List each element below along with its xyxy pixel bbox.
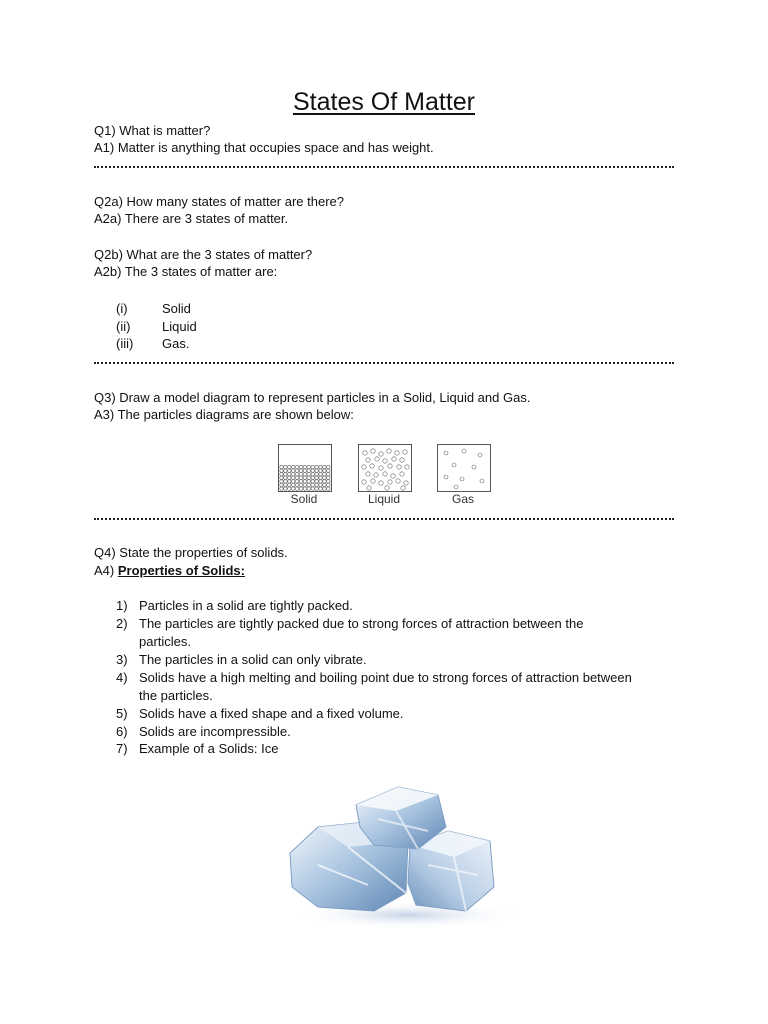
particle (303, 465, 306, 468)
particle (307, 473, 310, 476)
list-item-number: 3) (116, 652, 128, 667)
list-item: Solid (162, 301, 191, 316)
particle (288, 476, 291, 479)
particle (280, 469, 283, 472)
particle (284, 483, 287, 486)
particle (299, 476, 302, 479)
list-item-number: (iii) (116, 336, 134, 351)
particle (315, 480, 318, 483)
particle (454, 485, 458, 489)
particle (383, 459, 387, 463)
solid-particles-graphic (279, 445, 331, 491)
diagram-label-liquid: Liquid (367, 492, 401, 506)
list-item: Solids have a high melting and boiling point due to strong forces of attraction between the particles. (139, 670, 632, 703)
list-item-number: (i) (116, 301, 128, 316)
particle (280, 473, 283, 476)
list-item: The particles in a solid can only vibrate. (139, 652, 367, 667)
answer-2a: A2a) There are 3 states of matter. (94, 211, 289, 226)
particle (295, 483, 298, 486)
particle (323, 480, 326, 483)
list-item-number: 4) (116, 670, 128, 685)
question-1: Q1) What is matter? (94, 123, 211, 138)
particle (303, 487, 306, 490)
particle (371, 479, 375, 483)
particle (388, 464, 392, 468)
list-item-number: 7) (116, 741, 128, 756)
particle (299, 469, 302, 472)
particle (315, 487, 318, 490)
list-item-number: 6) (116, 724, 128, 739)
particle (284, 465, 287, 468)
answer-2b: A2b) The 3 states of matter are: (94, 264, 278, 279)
particle (288, 483, 291, 486)
particle (388, 480, 392, 484)
particle (303, 473, 306, 476)
answer-4 (94, 562, 245, 580)
particle (315, 465, 318, 468)
diagram-label-gas: Gas (451, 492, 474, 506)
particle (295, 469, 298, 472)
particle (311, 487, 314, 490)
particle (391, 474, 395, 478)
particle (379, 452, 383, 456)
list-item: Particles in a solid are tightly packed. (139, 598, 353, 613)
particle (307, 483, 310, 486)
particle (311, 473, 314, 476)
ice-cubes-image (278, 775, 540, 935)
particle (284, 476, 287, 479)
particle (323, 483, 326, 486)
particle (444, 451, 448, 455)
particle (327, 476, 330, 479)
particle (295, 476, 298, 479)
particle (323, 487, 326, 490)
particle (295, 473, 298, 476)
particle (366, 458, 370, 462)
particle (319, 487, 322, 490)
particle (311, 480, 314, 483)
question-2a: Q2a) How many states of matter are there? (94, 194, 344, 209)
particle (280, 476, 283, 479)
particle (292, 469, 295, 472)
liquid-particles-graphic (359, 445, 411, 491)
list-item-number: 1) (116, 598, 128, 613)
particle (400, 458, 404, 462)
solid-particle-box (278, 444, 332, 492)
particle (280, 480, 283, 483)
particle (311, 476, 314, 479)
particle (452, 463, 456, 467)
dotted-divider (94, 166, 674, 168)
list-item: Gas. (162, 336, 190, 351)
list-item: Solids are incompressible. (139, 724, 291, 739)
particle (299, 480, 302, 483)
particle (323, 473, 326, 476)
particle (362, 480, 366, 484)
particle (374, 473, 378, 477)
particle (292, 473, 295, 476)
particle (299, 465, 302, 468)
list-item: Example of a Solids: Ice (139, 741, 279, 756)
page-title: States Of Matter (292, 88, 475, 116)
particle (280, 465, 283, 468)
list-item-number: (ii) (116, 319, 131, 334)
particle (288, 480, 291, 483)
diagram-label-solid: Solid (290, 492, 318, 506)
particle (288, 487, 291, 490)
particle (295, 487, 298, 490)
particle (311, 469, 314, 472)
particle (311, 465, 314, 468)
particle (480, 479, 484, 483)
particle (284, 480, 287, 483)
particle (327, 487, 330, 490)
question-4: Q4) State the properties of solids. (94, 545, 288, 560)
particle (385, 486, 389, 490)
particle (299, 473, 302, 476)
particle (319, 476, 322, 479)
particle (444, 475, 448, 479)
answer-3: A3) The particles diagrams are shown below: (94, 407, 354, 422)
gas-particles-graphic (438, 445, 490, 491)
particle (462, 449, 466, 453)
particle (379, 466, 383, 470)
particle (395, 451, 399, 455)
particle (396, 479, 400, 483)
particle (284, 473, 287, 476)
particle (371, 449, 375, 453)
particle (292, 487, 295, 490)
question-2b: Q2b) What are the 3 states of matter? (94, 247, 313, 262)
particle (311, 483, 314, 486)
particle (404, 481, 408, 485)
particle (315, 469, 318, 472)
particle (327, 483, 330, 486)
particle (327, 480, 330, 483)
answer-4-prefix: A4) (94, 563, 118, 578)
particle (303, 476, 306, 479)
particle (303, 483, 306, 486)
particle (366, 472, 370, 476)
particle (303, 469, 306, 472)
particle (315, 476, 318, 479)
particle (292, 476, 295, 479)
particle (319, 480, 322, 483)
particle (288, 465, 291, 468)
particle (363, 451, 367, 455)
particle (392, 457, 396, 461)
list-item: The particles are tightly packed due to strong forces of attraction between the particles. (139, 616, 584, 649)
particle (327, 465, 330, 468)
particle (319, 483, 322, 486)
particle-diagrams (270, 440, 510, 510)
particle (323, 469, 326, 472)
particle (307, 487, 310, 490)
particle (319, 469, 322, 472)
list-item: Solids have a fixed shape and a fixed volume. (139, 706, 404, 721)
particle (397, 465, 401, 469)
particle (362, 465, 366, 469)
particle (403, 450, 407, 454)
question-3: Q3) Draw a model diagram to represent particles in a Solid, Liquid and Gas. (94, 390, 531, 405)
particle (375, 457, 379, 461)
particle (315, 473, 318, 476)
particle (284, 487, 287, 490)
particle (315, 483, 318, 486)
particle (280, 487, 283, 490)
answer-1: A1) Matter is anything that occupies space and has weight. (94, 140, 434, 155)
particle (327, 469, 330, 472)
particle (303, 480, 306, 483)
particle (401, 486, 405, 490)
particle (295, 480, 298, 483)
particle (472, 465, 476, 469)
particle (327, 473, 330, 476)
particle (288, 469, 291, 472)
particle (387, 449, 391, 453)
particle (319, 473, 322, 476)
particle (307, 469, 310, 472)
particle (288, 473, 291, 476)
particle (323, 476, 326, 479)
particle (292, 465, 295, 468)
particle (284, 469, 287, 472)
particle (280, 483, 283, 486)
particle (307, 480, 310, 483)
list-item-number: 2) (116, 616, 128, 631)
particle (319, 465, 322, 468)
particle (307, 476, 310, 479)
particle (292, 483, 295, 486)
particle (383, 472, 387, 476)
dotted-divider (94, 362, 674, 364)
particle (405, 465, 409, 469)
particle (460, 477, 464, 481)
particle (299, 483, 302, 486)
particle (367, 486, 371, 490)
gas-particle-box (437, 444, 491, 492)
particle (323, 465, 326, 468)
properties-heading: Properties of Solids: (117, 563, 245, 578)
list-item-number: 5) (116, 706, 128, 721)
liquid-particle-box (358, 444, 412, 492)
particle (379, 481, 383, 485)
particle (478, 453, 482, 457)
particle (370, 464, 374, 468)
list-item: Liquid (162, 319, 197, 334)
particle (307, 465, 310, 468)
dotted-divider (94, 518, 674, 520)
particle (295, 465, 298, 468)
particle (292, 480, 295, 483)
particle (299, 487, 302, 490)
particle (400, 472, 404, 476)
